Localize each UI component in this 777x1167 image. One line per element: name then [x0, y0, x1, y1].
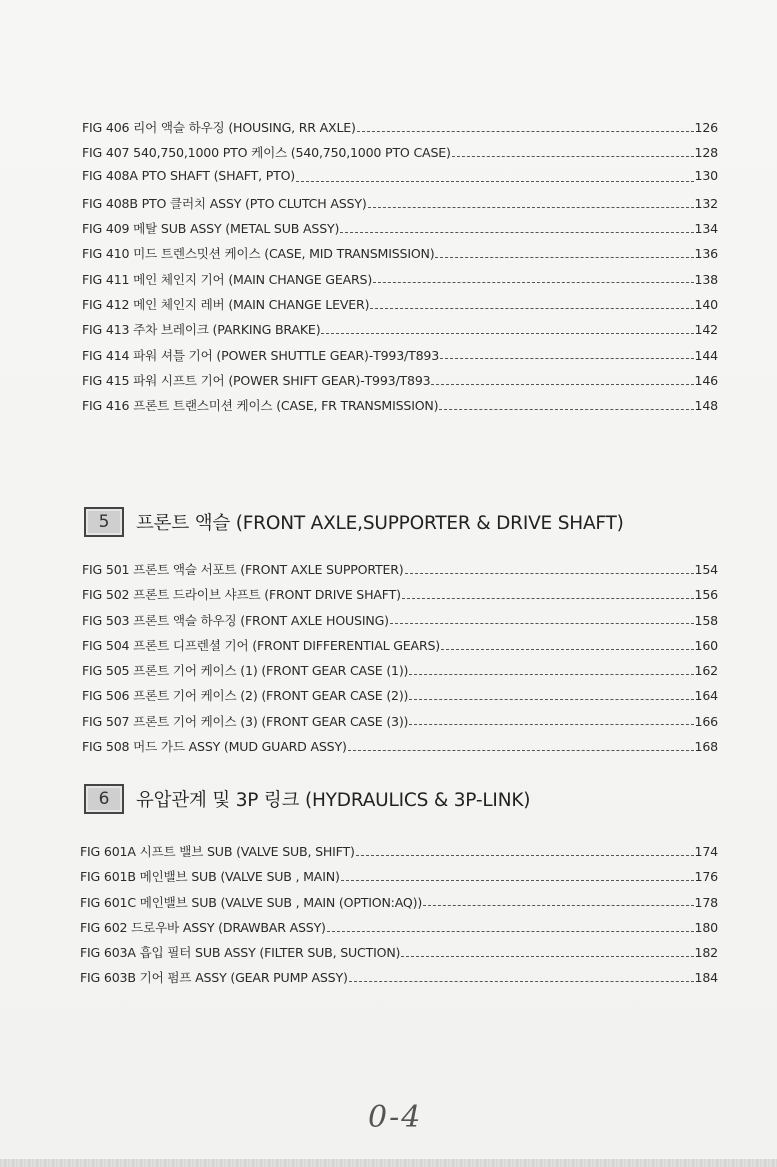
- toc-dash-leader: [321, 332, 693, 334]
- section-5-number-box: 5: [84, 507, 124, 537]
- toc-entry-title: FIG 603A 흡입 필터 SUB ASSY (FILTER SUB, SUCTION): [80, 945, 401, 961]
- toc-entry: [82, 345, 718, 370]
- toc-entry-title: FIG 506 프론트 기어 케이스 (2) (FRONT GEAR CASE (2)): [82, 688, 409, 704]
- toc-entry: [82, 635, 718, 660]
- toc-entry-title: FIG 408B PTO 클러치 ASSY (PTO CLUTCH ASSY): [82, 195, 367, 211]
- toc-entry-title: FIG 601C 메인밸브 SUB (VALVE SUB , MAIN (OPTION:AQ)): [80, 894, 423, 910]
- toc-dash-leader: [440, 357, 694, 359]
- toc-entry: [82, 660, 718, 685]
- toc-entry: [82, 711, 718, 736]
- toc-entry-page-number: 180: [694, 919, 718, 935]
- toc-section-4-list: [82, 117, 718, 421]
- toc-entry: [82, 117, 718, 142]
- toc-entry: [82, 218, 718, 243]
- toc-entry-page-number: 160: [694, 637, 718, 653]
- toc-entry-title: FIG 415 파워 시프트 기어 (POWER SHIFT GEAR)-T993/T893: [82, 372, 431, 388]
- toc-entry-title: FIG 411 메인 체인지 기어 (MAIN CHANGE GEARS): [82, 271, 373, 287]
- toc-dash-leader: [356, 854, 694, 856]
- toc-entry-page-number: 126: [694, 120, 718, 135]
- section-6-number-box: 6: [84, 784, 124, 814]
- toc-entry: [82, 736, 718, 761]
- toc-entry-title: FIG 507 프론트 기어 케이스 (3) (FRONT GEAR CASE (3)): [82, 713, 409, 729]
- toc-entry-page-number: 168: [694, 739, 718, 755]
- toc-dash-leader: [370, 307, 693, 309]
- toc-dash-leader: [349, 980, 694, 982]
- toc-entry-title: FIG 602 드로우바 ASSY (DRAWBAR ASSY): [80, 919, 326, 935]
- toc-entry: [82, 193, 718, 218]
- toc-dash-leader: [452, 155, 694, 157]
- toc-entry-title: FIG 601A 시프트 밸브 SUB (VALVE SUB, SHIFT): [80, 844, 355, 859]
- toc-entry-page-number: 134: [694, 221, 718, 237]
- scan-bottom-edge: [0, 1159, 777, 1167]
- section-5-title: 프론트 액슬 (FRONT AXLE,SUPPORTER & DRIVE SHAFT): [136, 513, 624, 534]
- toc-entry-title: FIG 410 미드 트렌스밋션 케이스 (CASE, MID TRANSMISSION): [82, 246, 435, 262]
- toc-dash-leader: [296, 180, 694, 182]
- toc-entry: [82, 243, 718, 268]
- toc-entry-title: FIG 501 프론트 액슬 서포트 (FRONT AXLE SUPPORTER): [82, 562, 404, 577]
- toc-entry: [80, 967, 718, 992]
- toc-dash-leader: [368, 206, 694, 208]
- toc-entry-title: FIG 502 프론트 드라이브 샤프트 (FRONT DRIVE SHAFT): [82, 587, 401, 603]
- toc-entry-page-number: 154: [694, 562, 718, 577]
- toc-dash-leader: [401, 955, 693, 957]
- toc-entry-page-number: 130: [694, 167, 718, 183]
- toc-entry: [82, 142, 718, 167]
- toc-entry-page-number: 140: [694, 297, 718, 313]
- toc-entry-page-number: 132: [694, 195, 718, 211]
- toc-entry: [82, 269, 718, 294]
- toc-dash-leader: [402, 597, 694, 599]
- toc-dash-leader: [409, 673, 693, 675]
- toc-entry: [80, 841, 718, 866]
- toc-entry: [80, 942, 718, 967]
- toc-dash-leader: [348, 749, 694, 751]
- toc-entry-page-number: 184: [694, 970, 718, 986]
- toc-dash-leader: [405, 572, 694, 574]
- toc-entry-title: FIG 416 프론트 트랜스미션 케이스 (CASE, FR TRANSMISSION): [82, 398, 439, 414]
- toc-entry-title: FIG 504 프론트 디프렌셜 기어 (FRONT DIFFERENTIAL GEARS): [82, 637, 441, 653]
- toc-entry-title: FIG 412 메인 체인지 레버 (MAIN CHANGE LEVER): [82, 297, 370, 313]
- toc-entry: [82, 395, 718, 420]
- toc-entry-page-number: 146: [694, 372, 718, 388]
- toc-dash-leader: [409, 723, 693, 725]
- toc-entry: [80, 866, 718, 891]
- toc-entry-title: FIG 409 메탈 SUB ASSY (METAL SUB ASSY): [82, 221, 340, 237]
- toc-entry: [82, 168, 718, 193]
- handwritten-page-mark: 0-4: [368, 1100, 423, 1135]
- toc-entry-page-number: 182: [694, 945, 718, 961]
- toc-entry-page-number: 176: [694, 869, 718, 885]
- toc-entry-page-number: 156: [694, 587, 718, 603]
- toc-entry-page-number: 144: [694, 347, 718, 363]
- toc-entry: [80, 892, 718, 917]
- toc-dash-leader: [441, 648, 694, 650]
- toc-dash-leader: [390, 622, 694, 624]
- toc-dash-leader: [431, 383, 693, 385]
- toc-entry-page-number: 138: [694, 271, 718, 287]
- toc-section-6-list: [80, 841, 718, 993]
- toc-entry-page-number: 174: [694, 844, 718, 859]
- toc-entry: [82, 559, 718, 584]
- toc-dash-leader: [373, 281, 693, 283]
- toc-entry: [82, 584, 718, 609]
- toc-entry-title: FIG 413 주차 브레이크 (PARKING BRAKE): [82, 322, 321, 338]
- section-6-title: 유압관계 및 3P 링크 (HYDRAULICS & 3P-LINK): [136, 790, 531, 811]
- toc-entry-title: FIG 505 프론트 기어 케이스 (1) (FRONT GEAR CASE (1)): [82, 663, 409, 679]
- toc-entry-title: FIG 414 파워 셔틀 기어 (POWER SHUTTLE GEAR)-T993/T893: [82, 347, 440, 363]
- toc-entry-title: FIG 603B 기어 펌프 ASSY (GEAR PUMP ASSY): [80, 970, 348, 986]
- toc-entry: [82, 610, 718, 635]
- section-6-heading: [84, 784, 530, 814]
- toc-entry-page-number: 166: [694, 713, 718, 729]
- toc-entry-title: FIG 408A PTO SHAFT (SHAFT, PTO): [82, 167, 296, 183]
- toc-dash-leader: [340, 231, 693, 233]
- toc-entry: [80, 917, 718, 942]
- toc-entry-title: FIG 407 540,750,1000 PTO 케이스 (540,750,1000 PTO CASE): [82, 145, 451, 161]
- toc-entry-title: FIG 406 리어 액슬 하우징 (HOUSING, RR AXLE): [82, 120, 356, 135]
- toc-entry: [82, 685, 718, 710]
- toc-dash-leader: [327, 930, 694, 932]
- toc-entry-page-number: 128: [694, 145, 718, 161]
- toc-section-5-list: [82, 559, 718, 761]
- toc-entry-page-number: 162: [694, 663, 718, 679]
- toc-entry-page-number: 148: [694, 398, 718, 414]
- toc-entry-title: FIG 503 프론트 액슬 하우징 (FRONT AXLE HOUSING): [82, 612, 389, 628]
- toc-dash-leader: [357, 130, 694, 132]
- toc-entry-page-number: 178: [694, 894, 718, 910]
- toc-entry-page-number: 142: [694, 322, 718, 338]
- toc-entry: [82, 294, 718, 319]
- toc-entry: [82, 319, 718, 344]
- toc-entry-page-number: 164: [694, 688, 718, 704]
- toc-entry: [82, 370, 718, 395]
- toc-entry-title: FIG 508 머드 가드 ASSY (MUD GUARD ASSY): [82, 739, 347, 755]
- toc-dash-leader: [409, 698, 693, 700]
- toc-dash-leader: [423, 904, 694, 906]
- toc-dash-leader: [341, 879, 694, 881]
- toc-entry-title: FIG 601B 메인밸브 SUB (VALVE SUB , MAIN): [80, 869, 340, 885]
- toc-entry-page-number: 136: [694, 246, 718, 262]
- toc-dash-leader: [439, 408, 693, 410]
- toc-entry-page-number: 158: [694, 612, 718, 628]
- toc-dash-leader: [435, 256, 693, 258]
- section-5-heading: [84, 507, 624, 537]
